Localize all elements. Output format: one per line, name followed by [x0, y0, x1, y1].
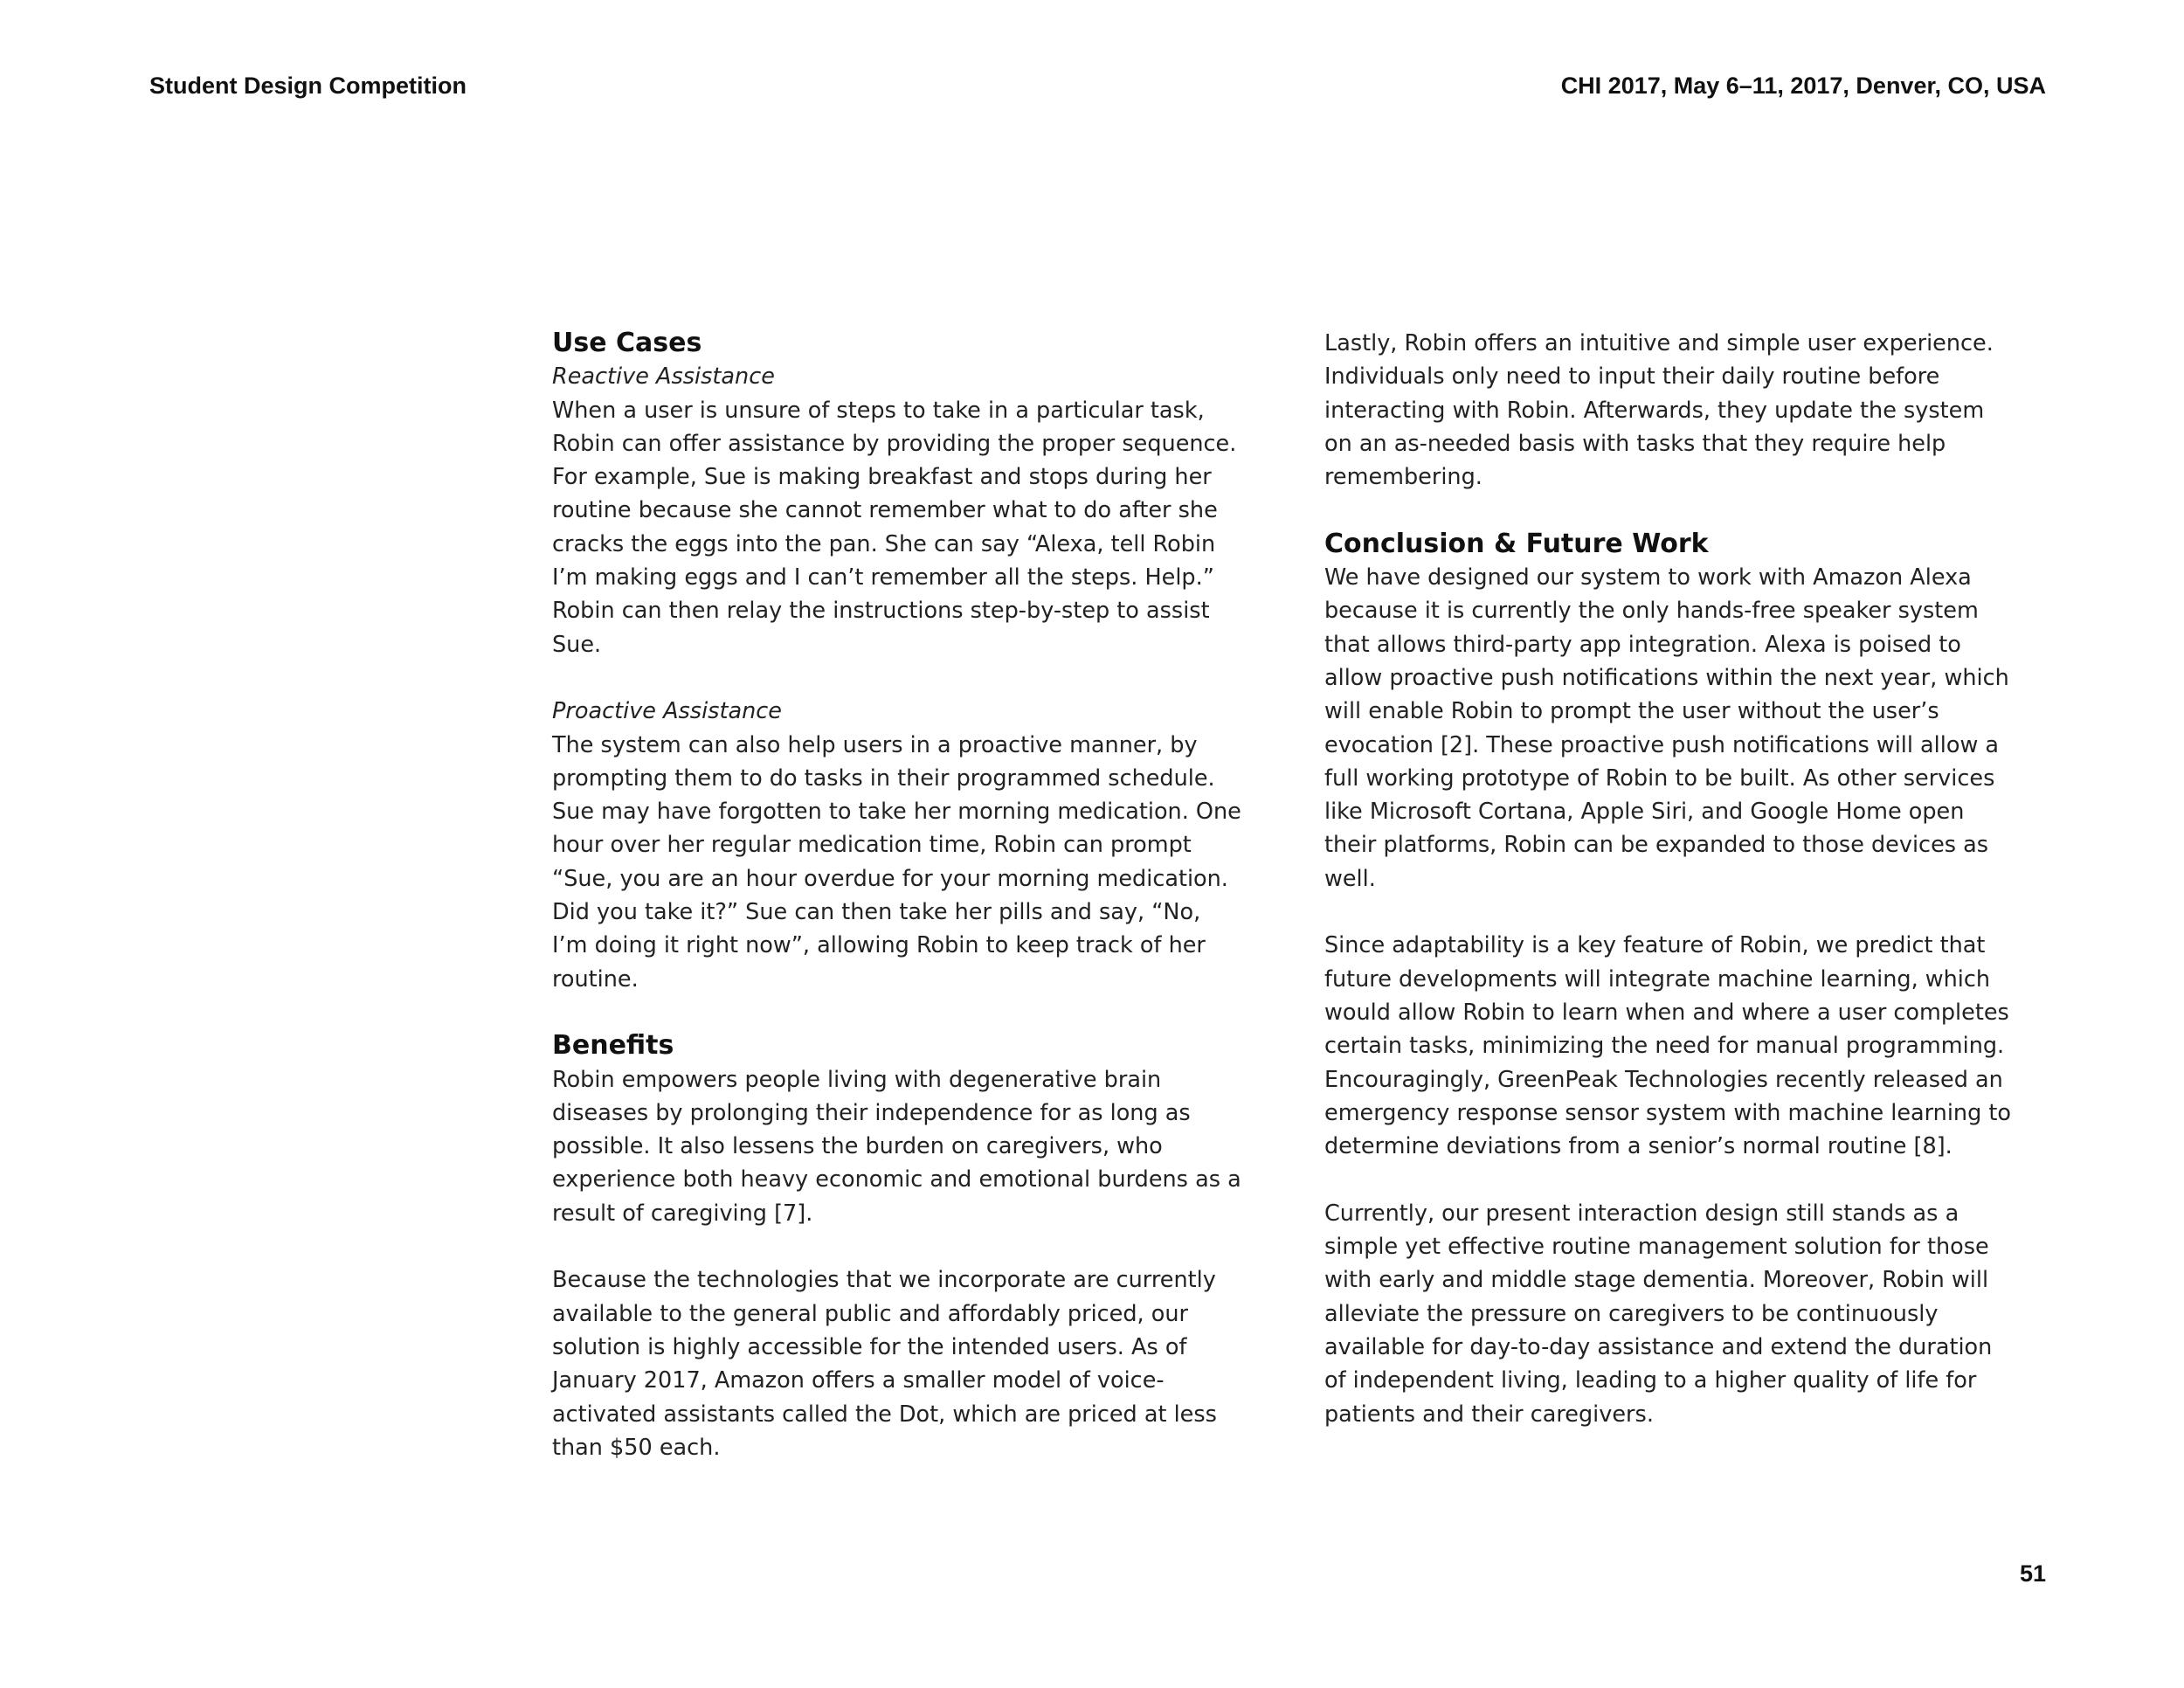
right-column [1324, 327, 2015, 1431]
running-head-right: CHI 2017, May 6–11, 2017, Denver, CO, USA [1560, 73, 2046, 99]
reactive-assistance-subheading: Reactive Assistance [552, 363, 775, 391]
conclusion-paragraph-3: Currently, our present interaction design still stands as a simple yet effective routine management solution for those with early and middle stage dementia. Moreover, Robin will alleviate the pressure on caregivers to be continuously available for day-to-day assistance and extend the duration of independent living, leading to a higher quality of life for patients and their caregivers. [1324, 1200, 1993, 1428]
reactive-assistance-paragraph: When a user is unsure of steps to take in a particular task, Robin can offer assistance by providing the proper sequence. For example, Sue is making breakfast and stops during her routine because she cannot remember what to do after she cracks the eggs into the pan. She can say “Alexa, tell Robin I’m making eggs and I can’t remember all the steps. Help.” Robin can then relay the instructions step-by-step to assist Sue. [552, 397, 1237, 658]
page-number: 51 [2019, 1560, 2046, 1587]
conclusion-paragraph-1: We have designed our system to work with Amazon Alexa because it is currently the only hands-free speaker system that allows third-party app integration. Alexa is poised to allow proactive push notifications within the next year, which will enable Robin to prompt the user without the user’s evocation [2]. These proactive push notifications will allow a full working prototype of Robin to be built. As other services like Microsoft Cortana, Apple Siri, and Google Home open their platforms, Robin can be expanded to those devices as well. [1324, 564, 2009, 892]
left-column [552, 327, 1242, 1464]
conclusion-paragraph-2: Since adaptability is a key feature of Robin, we predict that future developments will integrate machine learning, which would allow Robin to learn when and where a user completes certain tasks, minimizing the need for manual programming. Encouragingly, GreenPeak Technologies recently released an emergency response sensor system with machine learning to determine deviations from a senior’s normal routine [8]. [1324, 932, 2011, 1160]
proactive-assistance-subheading: Proactive Assistance [552, 698, 782, 725]
benefits-heading: Benefits [552, 1030, 674, 1062]
benefits-paragraph-1: Robin empowers people living with degenerative brain diseases by prolonging their independence for as long as possible. It also lessens the burden on caregivers, who experience both heavy economic and emotional burdens as a result of caregiving [7]. [552, 1066, 1241, 1227]
conclusion-heading: Conclusion & Future Work [1324, 528, 1709, 559]
use-cases-heading: Use Cases [552, 328, 702, 358]
benefits-paragraph-2: Because the technologies that we incorporate are currently available to the general public and affordably priced, our solution is highly accessible for the intended users. As of January 2017, Amazon offers a smaller model of voice-activated assistants called the Dot, which are priced at less than $50 each. [552, 1267, 1217, 1461]
lastly-paragraph: Lastly, Robin offers an intuitive and simple user experience. Individuals only need to input their daily routine before interacting with Robin. Afterwards, they update the system on an as-needed basis with tasks that they require help remembering. [1324, 330, 1994, 491]
running-head-left: Student Design Competition [149, 73, 467, 99]
proactive-assistance-paragraph: The system can also help users in a proactive manner, by prompting them to do tasks in their programmed schedule. Sue may have forgotten to take her morning medication. One hour over her regular medication time, Robin can prompt “Sue, you are an hour overdue for your morning medication. Did you take it?” Sue can then take her pills and say, “No, I’m doing it right now”, allowing Robin to keep track of her routine. [552, 731, 1241, 993]
